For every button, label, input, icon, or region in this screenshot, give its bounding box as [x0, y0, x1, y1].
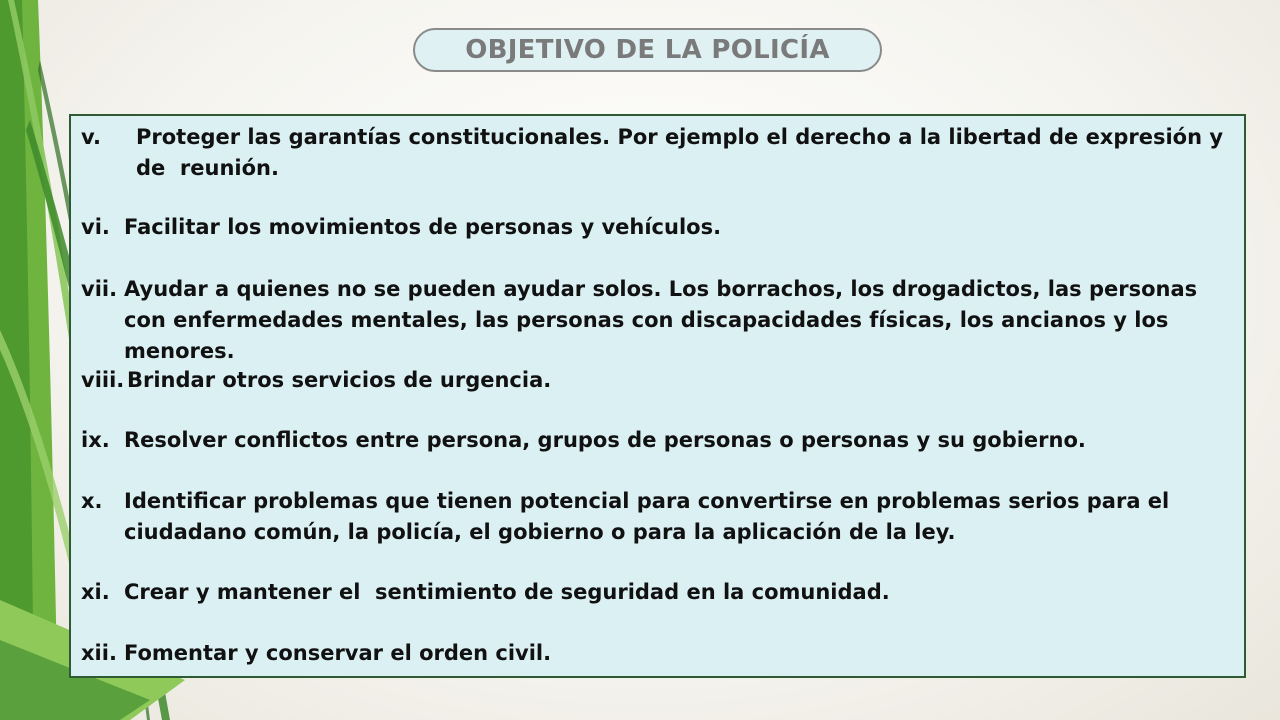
item-text: Facilitar los movimientos de personas y vehículos.: [124, 215, 722, 239]
item-text: Proteger las garantías constitucionales. Por ejemplo el derecho a la libertad de expresión y de reunión.: [136, 125, 1231, 180]
list-item: [81, 425, 1236, 456]
item-number: xi.: [81, 580, 110, 604]
item-number: x.: [81, 489, 103, 513]
item-number: xii.: [81, 641, 117, 665]
slide-title: OBJETIVO DE LA POLICÍA: [465, 35, 830, 65]
item-number: vii.: [81, 277, 118, 301]
item-number: v.: [81, 125, 101, 149]
item-text: Fomentar y conservar el orden civil.: [124, 641, 552, 665]
list-item: [81, 577, 1236, 608]
item-text: Brindar otros servicios de urgencia.: [127, 368, 552, 392]
item-number: viii.: [81, 368, 125, 392]
item-number: vi.: [81, 215, 110, 239]
list-item: [81, 486, 1236, 548]
item-text: Ayudar a quienes no se pueden ayudar solos. Los borrachos, los drogadictos, las personas con enfermedades mentales, las personas con discapacidades físicas, los ancianos y los menores.: [124, 277, 1205, 363]
list-item: [81, 122, 1236, 184]
content-box: [69, 114, 1246, 678]
list-item: [81, 365, 1236, 396]
item-text: Identificar problemas que tienen potencial para convertirse en problemas serios para el ciudadano común, la policía, el gobierno o para la aplicación de la ley.: [124, 489, 1177, 544]
item-text: Resolver conflictos entre persona, grupos de personas o personas y su gobierno.: [124, 428, 1086, 452]
item-number: ix.: [81, 428, 110, 452]
list-item: [81, 638, 1236, 669]
list-item: [81, 274, 1236, 367]
item-text: Crear y mantener el sentimiento de seguridad en la comunidad.: [124, 580, 890, 604]
title-pill: [413, 28, 882, 72]
list-item: [81, 212, 1236, 243]
